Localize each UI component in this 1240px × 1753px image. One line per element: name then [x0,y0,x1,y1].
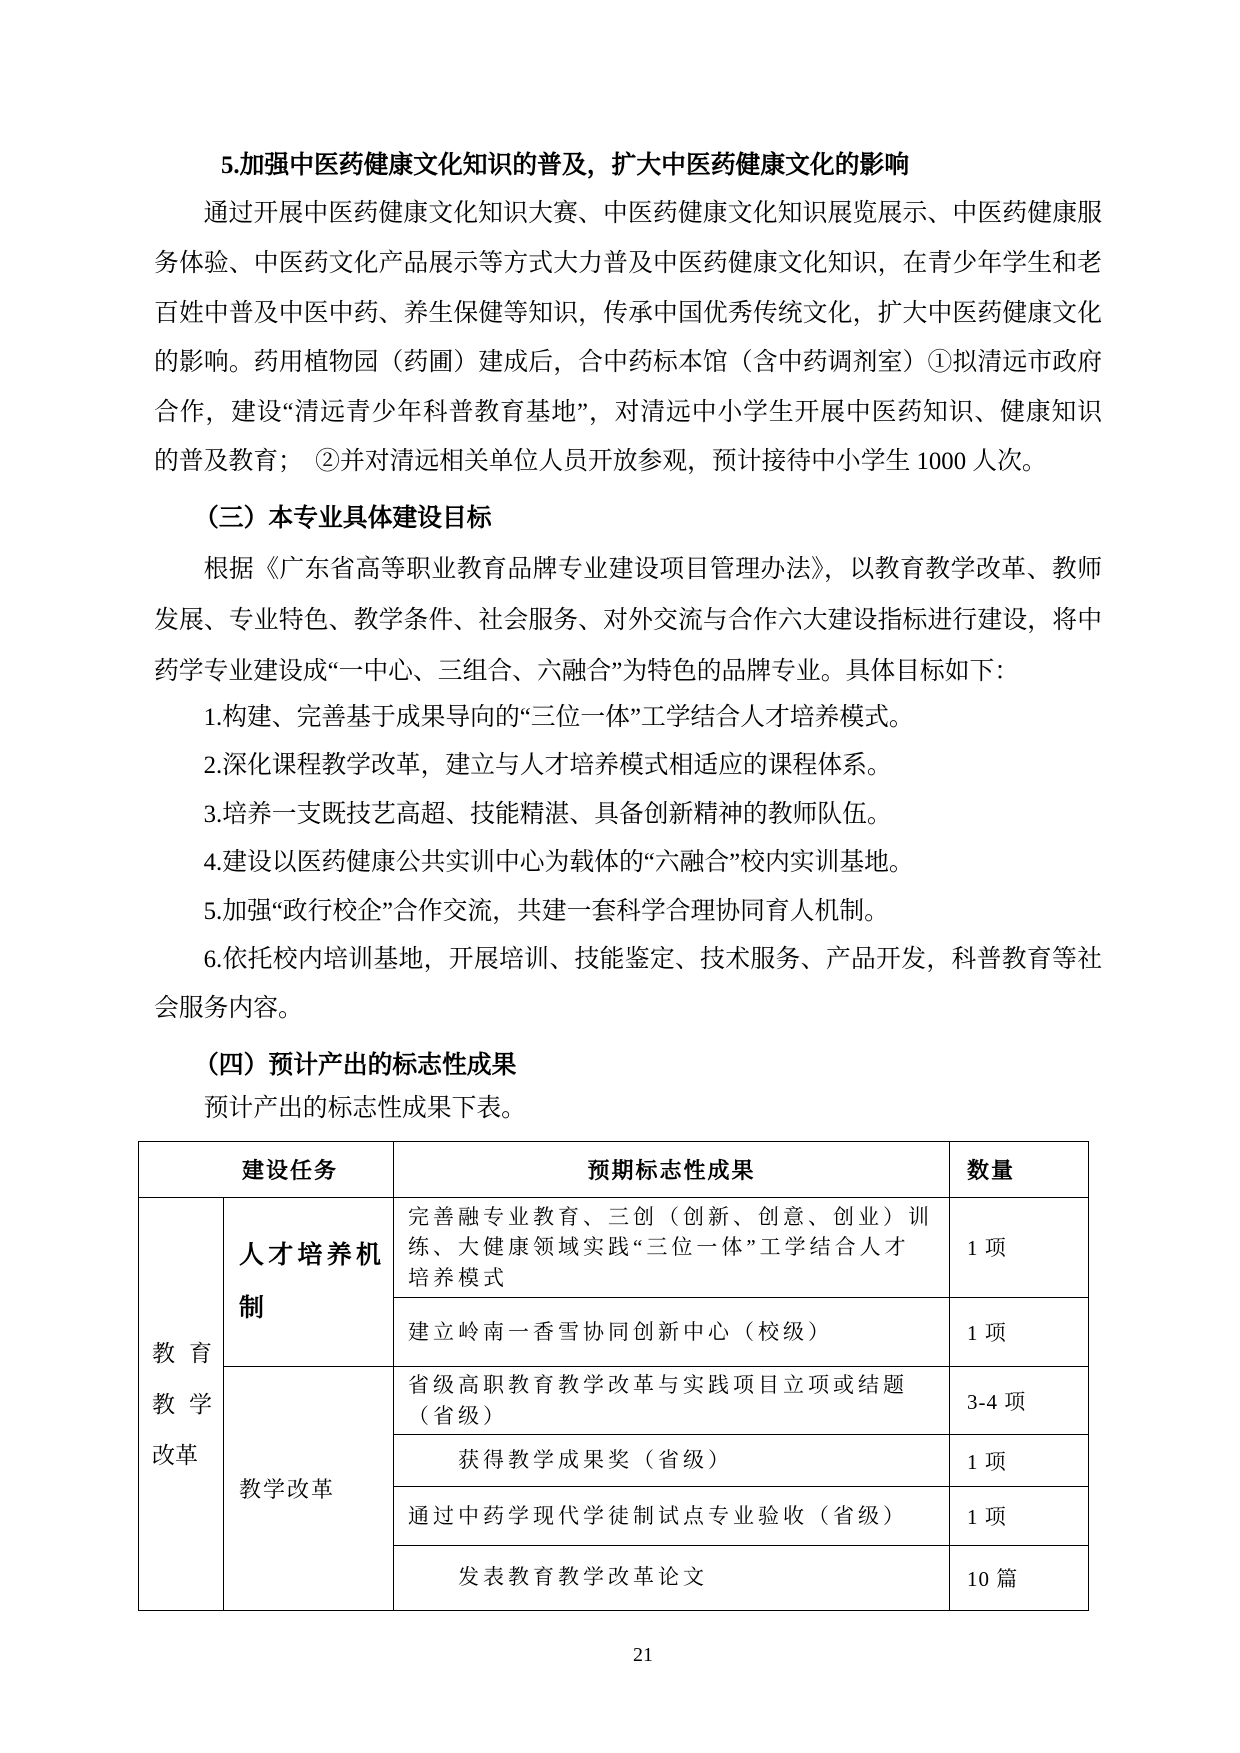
outcome-line: （省级） [408,1403,509,1428]
subtask-cell [224,1367,394,1610]
table-row [139,1198,1089,1297]
table-row [139,1367,1089,1435]
goal-item: 2.深化课程教学改革，建立与人才培养模式相适应的课程体系。 [203,752,892,780]
quantity-cell: 3-4 项 [950,1367,1089,1435]
paragraph-line: 务体验、中医药文化产品展示等方式大力普及中医药健康文化知识，在青少年学生和老 [154,249,1102,277]
outcome-line: 发表教育教学改革论文 [458,1565,709,1590]
goal-item-continuation: 会服务内容。 [154,994,303,1022]
goal-item: 6.依托校内培训基地，开展培训、技能鉴定、技术服务、产品开发，科普教育等社 [203,946,1102,974]
goal-item: 5.加强“政行校企”合作交流，共建一套科学合理协同育人机制。 [203,897,889,925]
table-header-quantity: 数量 [950,1142,1089,1198]
quantity-cell: 1 项 [950,1198,1089,1297]
goal-item: 4.建设以医药健康公共实训中心为载体的“六融合”校内实训基地。 [203,849,914,877]
section-3-intro-paragraph [154,545,1102,697]
outcome-line: 获得教学成果奖（省级） [458,1448,734,1473]
table-header-outcome: 预期标志性成果 [394,1142,950,1198]
section-heading-5: 5.加强中医药健康文化知识的普及，扩大中医药健康文化的影响 [221,151,910,179]
outcome-line: 完善融专业教育、三创（创新、创意、创业）训 [408,1204,934,1229]
paragraph-line: 合作，建设“清远青少年科普教育基地”，对清远中小学生开展中医药知识、健康知识 [154,398,1102,426]
outcome-cell [394,1545,950,1610]
quantity-cell: 1 项 [950,1486,1089,1545]
outcome-line: 练、大健康领域实践“三位一体”工学结合人才 [408,1235,910,1260]
section-5-paragraph [154,189,1102,487]
subtask-label: 教学改革 [239,1477,336,1503]
page-number: 21 [633,1644,653,1666]
paragraph-line: 的普及教育； ②并对清远相关单位人员开放参观，预计接待中小学生 1000 人次。 [154,448,1047,476]
subtask-label: 人才培养机制 [239,1242,381,1323]
outcome-line: 培养模式 [408,1265,509,1290]
goal-item: 3.培养一支既技艺高超、技能精湛、具备创新精神的教师队伍。 [203,800,892,828]
category-cell [139,1198,224,1611]
quantity-cell: 1 项 [950,1297,1089,1367]
category-label: 教育教学改革 [152,1340,212,1468]
outcome-cell [394,1297,950,1367]
paragraph-line: 通过开展中医药健康文化知识大赛、中医药健康文化知识展览展示、中医药健康服 [203,200,1102,228]
section-4-intro-paragraph [154,1089,1102,1129]
outcome-line: 通过中药学现代学徒制试点专业验收（省级） [408,1503,909,1528]
paragraph-line: 预计产出的标志性成果下表。 [203,1095,526,1123]
outcome-line: 建立岭南一香雪协同创新中心（校级） [408,1319,834,1344]
goal-item: 1.构建、完善基于成果导向的“三位一体”工学结合人才培养模式。 [203,703,914,731]
outcome-cell [394,1367,950,1435]
table-header-task: 建设任务 [139,1142,394,1198]
outcome-line: 省级高职教育教学改革与实践项目立项或结题 [408,1373,909,1398]
outcomes-table [138,1141,1089,1611]
paragraph-line: 根据《广东省高等职业教育品牌专业建设项目管理办法》，以教育教学改革、教师 [203,556,1102,583]
goals-list [154,694,1102,1033]
subtask-cell [224,1198,394,1367]
section-heading-4: （四）预计产出的标志性成果 [194,1052,517,1080]
outcome-cell [394,1486,950,1545]
outcome-cell [394,1198,950,1297]
quantity-cell: 1 项 [950,1435,1089,1487]
paragraph-line: 药学专业建设成“一中心、三组合、六融合”为特色的品牌专业。具体目标如下： [154,657,1020,685]
outcome-cell [394,1435,950,1487]
quantity-cell: 10 篇 [950,1545,1089,1610]
paragraph-line: 的影响。药用植物园（药圃）建成后，合中药标本馆（含中药调剂室）①拟清远市政府 [154,349,1102,377]
paragraph-line: 百姓中普及中医中药、养生保健等知识，传承中国优秀传统文化，扩大中医药健康文化 [154,299,1102,327]
section-heading-3: （三）本专业具体建设目标 [194,504,492,532]
paragraph-line: 发展、专业特色、教学条件、社会服务、对外交流与合作六大建设指标进行建设，将中 [154,606,1102,634]
table-header-row [139,1142,1089,1198]
